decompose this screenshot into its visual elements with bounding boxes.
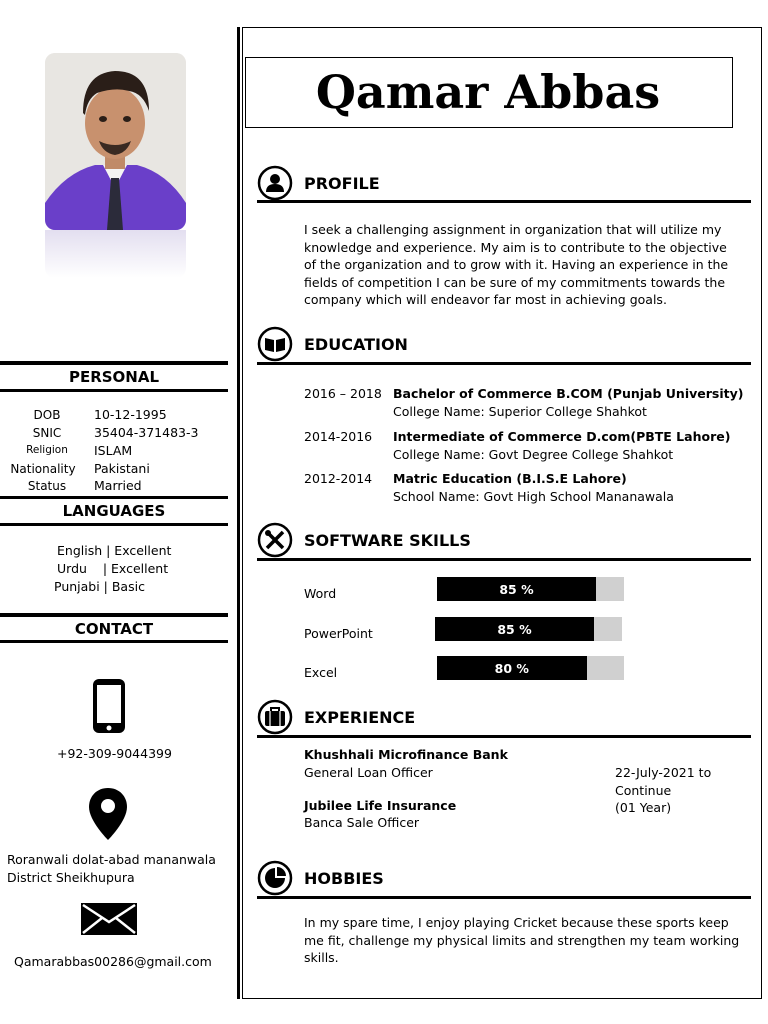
- religion-label: Religion: [26, 444, 68, 456]
- religion-value: ISLAM: [94, 443, 133, 458]
- phone-icon: [92, 678, 126, 738]
- edu-degree-1: Bachelor of Commerce B.COM (Punjab University): [393, 386, 744, 401]
- skills-rule: [257, 558, 751, 561]
- email-address[interactable]: Qamarabbas00286@gmail.com: [14, 954, 212, 969]
- languages-title: LANGUAGES: [62, 502, 166, 520]
- skill-powerpoint-track: [435, 617, 622, 641]
- experience-heading: EXPERIENCE: [304, 708, 416, 727]
- dob-label: DOB: [33, 408, 61, 422]
- edu-school-1: College Name: Superior College Shahkot: [393, 404, 647, 419]
- snic-value: 35404-371483-3: [94, 425, 199, 440]
- edu-school-2: College Name: Govt Degree College Shahkot: [393, 447, 674, 462]
- hobbies-text: [304, 914, 749, 967]
- briefcase-icon: [257, 699, 293, 735]
- skill-excel-bar: 80 %: [437, 656, 587, 680]
- status-label: Status: [27, 479, 67, 493]
- hobbies-line: me fit, challenge my physical limits and strengthen my team working: [304, 932, 740, 948]
- contact-top-rule: [0, 613, 228, 617]
- edu-degree-2: Intermediate of Commerce D.com(PBTE Lahore): [393, 429, 731, 444]
- personal-bottom-rule: [0, 389, 228, 392]
- candidate-name: Qamar Abbas: [315, 65, 661, 119]
- book-icon: [257, 326, 293, 362]
- skill-excel-track: [437, 656, 624, 680]
- edu-degree-3: Matric Education (B.I.S.E Lahore): [393, 471, 627, 486]
- profile-heading: PROFILE: [304, 174, 380, 193]
- education-rule: [257, 362, 751, 365]
- snic-label: SNIC: [32, 426, 62, 440]
- exp-date-3: (01 Year): [615, 800, 672, 815]
- language-urdu: Urdu | Excellent: [57, 561, 169, 576]
- skill-excel-label: Excel: [304, 665, 338, 680]
- photo-reflection: [45, 230, 186, 278]
- pie-chart-icon: [257, 860, 293, 896]
- phone-number[interactable]: +92-309-9044399: [57, 746, 172, 761]
- personal-top-rule: [0, 361, 228, 365]
- exp-company-1: Khushhali Microfinance Bank: [304, 747, 508, 762]
- right-frame: [242, 27, 762, 999]
- skill-word-track: [437, 577, 624, 601]
- skill-word-bar: 85 %: [437, 577, 596, 601]
- profile-rule: [257, 200, 751, 203]
- education-heading: EDUCATION: [304, 335, 408, 354]
- contact-bottom-rule: [0, 640, 228, 643]
- address-line-1: Roranwali dolat-abad mananwala: [7, 852, 216, 867]
- exp-role-2: Banca Sale Officer: [304, 815, 420, 830]
- contact-title: CONTACT: [74, 620, 154, 638]
- personal-title: PERSONAL: [68, 368, 160, 386]
- profile-line: knowledge and experience. My aim is to contribute to the objective: [304, 239, 727, 255]
- skill-powerpoint-label: PowerPoint: [304, 626, 373, 641]
- profile-line: company which will endeavor far most in achieving goals.: [304, 292, 667, 308]
- hobbies-line: In my spare time, I enjoy playing Cricket because these sports keep: [304, 915, 729, 930]
- address-line-2: District Sheikhupura: [7, 870, 135, 885]
- edu-year-2: 2014-2016: [304, 429, 373, 444]
- hobbies-heading: HOBBIES: [304, 869, 384, 888]
- user-icon: [257, 165, 293, 201]
- profile-photo: [45, 53, 186, 230]
- language-punjabi: Punjabi | Basic: [54, 579, 145, 594]
- status-value: Married: [94, 478, 142, 493]
- nationality-value: Pakistani: [94, 461, 150, 476]
- exp-date-2: Continue: [615, 783, 672, 798]
- profile-line: I seek a challenging assignment in organization that will utilize my: [304, 222, 722, 237]
- hobbies-line: skills.: [304, 950, 339, 966]
- location-pin-icon: [88, 787, 128, 845]
- skill-powerpoint-bar: 85 %: [435, 617, 594, 641]
- edu-school-3: School Name: Govt High School Mananawala: [393, 489, 674, 504]
- profile-line: of the organization and to grow with it. Having an experience in the: [304, 257, 729, 273]
- language-english: English | Excellent: [57, 543, 172, 558]
- exp-date-1: 22-July-2021 to: [615, 765, 712, 780]
- skills-heading: SOFTWARE SKILLS: [304, 531, 471, 550]
- languages-top-rule: [0, 496, 228, 499]
- profile-line: fields of competition I can be sure of my commitments towards the: [304, 274, 726, 290]
- skill-word-label: Word: [304, 586, 337, 601]
- nationality-label: Nationality: [10, 462, 76, 476]
- exp-role-1: General Loan Officer: [304, 765, 433, 780]
- dob-value: 10-12-1995: [94, 407, 167, 422]
- divider-thick: [237, 27, 240, 999]
- experience-rule: [257, 735, 751, 738]
- tools-icon: [257, 522, 293, 558]
- envelope-icon: [80, 902, 138, 940]
- hobbies-rule: [257, 896, 751, 899]
- edu-year-3: 2012-2014: [304, 471, 373, 486]
- edu-year-1: 2016 – 2018: [304, 386, 382, 401]
- exp-company-2: Jubilee Life Insurance: [304, 798, 457, 813]
- languages-bottom-rule: [0, 523, 228, 526]
- profile-text: [304, 221, 749, 309]
